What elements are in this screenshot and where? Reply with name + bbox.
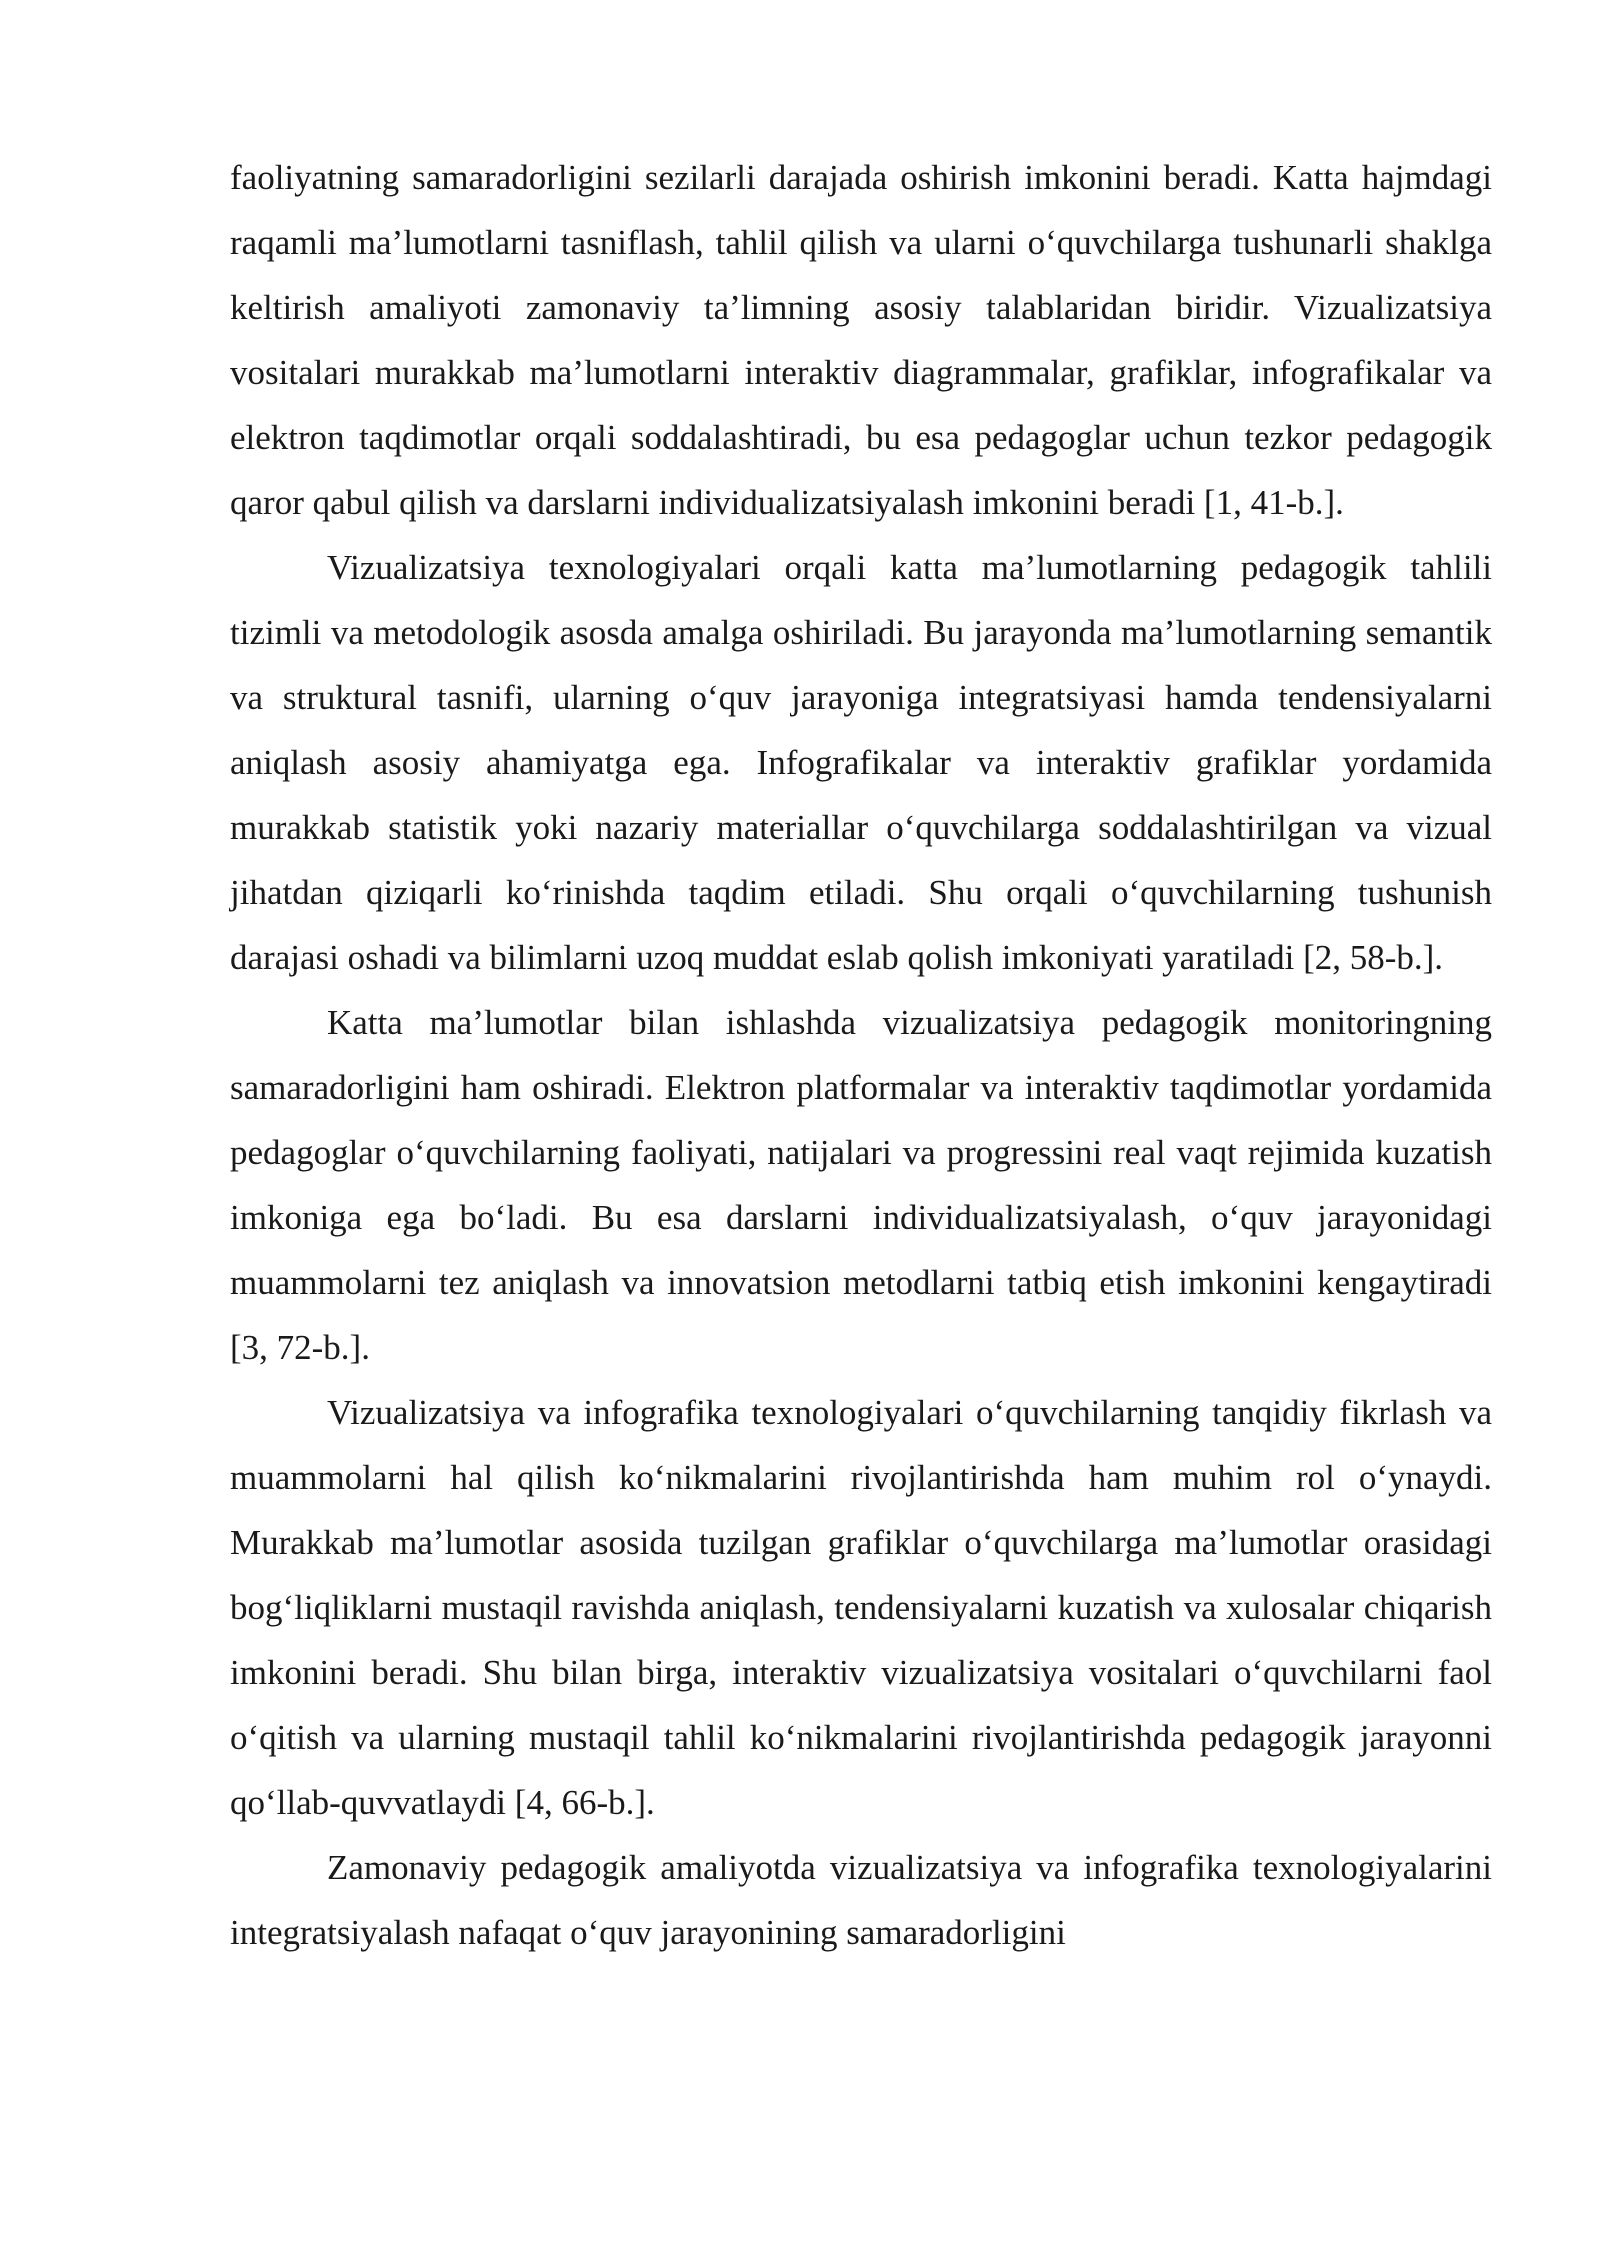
- paragraph-monitoring: Katta ma’lumotlar bilan ishlashda vizualizatsiya pedagogik monitoringning samaradorligini ham oshiradi. Elektron platformalar va interaktiv taqdimotlar yordamida pedagoglar o‘quvchilarning faoliyati, natijalari va progressini real vaqt rejimida kuzatish imkoniga ega bo‘ladi. Bu esa darslarni individualizatsiyalash, o‘quv jarayonidagi muammolarni tez aniqlash va innovatsion metodlarni tatbiq etish imkonini kengaytiradi [3, 72-b.].: [230, 1003, 1492, 1367]
- paragraph-integration: Zamonaviy pedagogik amaliyotda vizualizatsiya va infografika texnologiyalarini integratsiyalash nafaqat o‘quv jarayonining samaradorligini: [230, 1848, 1492, 1952]
- paragraph-critical-thinking: Vizualizatsiya va infografika texnologiyalari o‘quvchilarning tanqidiy fikrlash va muammolarni hal qilish ko‘nikmalarini rivojlantirishda ham muhim rol o‘ynaydi. Murakkab ma’lumotlar asosida tuzilgan grafiklar o‘quvchilarga ma’lumotlar orasidagi bog‘liqliklarni mustaqil ravishda aniqlash, tendensiyalarni kuzatish va xulosalar chiqarish imkonini beradi. Shu bilan birga, interaktiv vizualizatsiya vositalari o‘quvchilarni faol o‘qitish va ularning mustaqil tahlil ko‘nikmalarini rivojlantirishda pedagogik jarayonni qo‘llab-quvvatlaydi [4, 66-b.].: [230, 1393, 1492, 1822]
- paragraph-visualization-analysis: Vizualizatsiya texnologiyalari orqali katta ma’lumotlarning pedagogik tahlili tizimli va metodologik asosda amalga oshiriladi. Bu jarayonda ma’lumotlarning semantik va struktural tasnifi, ularning o‘quv jarayoniga integratsiyasi hamda tendensiyalarni aniqlash asosiy ahamiyatga ega. Infografikalar va interaktiv grafiklar yordamida murakkab statistik yoki nazariy materiallar o‘quvchilarga soddalashtirilgan va vizual jihatdan qiziqarli ko‘rinishda taqdim etiladi. Shu orqali o‘quvchilarning tushunish darajasi oshadi va bilimlarni uzoq muddat eslab qolish imkoniyati yaratiladi [2, 58-b.].: [230, 548, 1492, 977]
- document-page: [230, 145, 1492, 1965]
- paragraph-continuation: faoliyatning samaradorligini sezilarli darajada oshirish imkonini beradi. Katta hajmdagi raqamli ma’lumotlarni tasniflash, tahlil qilish va ularni o‘quvchilarga tushunarli shaklga keltirish amaliyoti zamonaviy ta’limning asosiy talablaridan biridir. Vizualizatsiya vositalari murakkab ma’lumotlarni interaktiv diagrammalar, grafiklar, infografikalar va elektron taqdimotlar orqali soddalashtiradi, bu esa pedagoglar uchun tezkor pedagogik qaror qabul qilish va darslarni individualizatsiyalash imkonini beradi [1, 41-b.].: [230, 158, 1492, 522]
